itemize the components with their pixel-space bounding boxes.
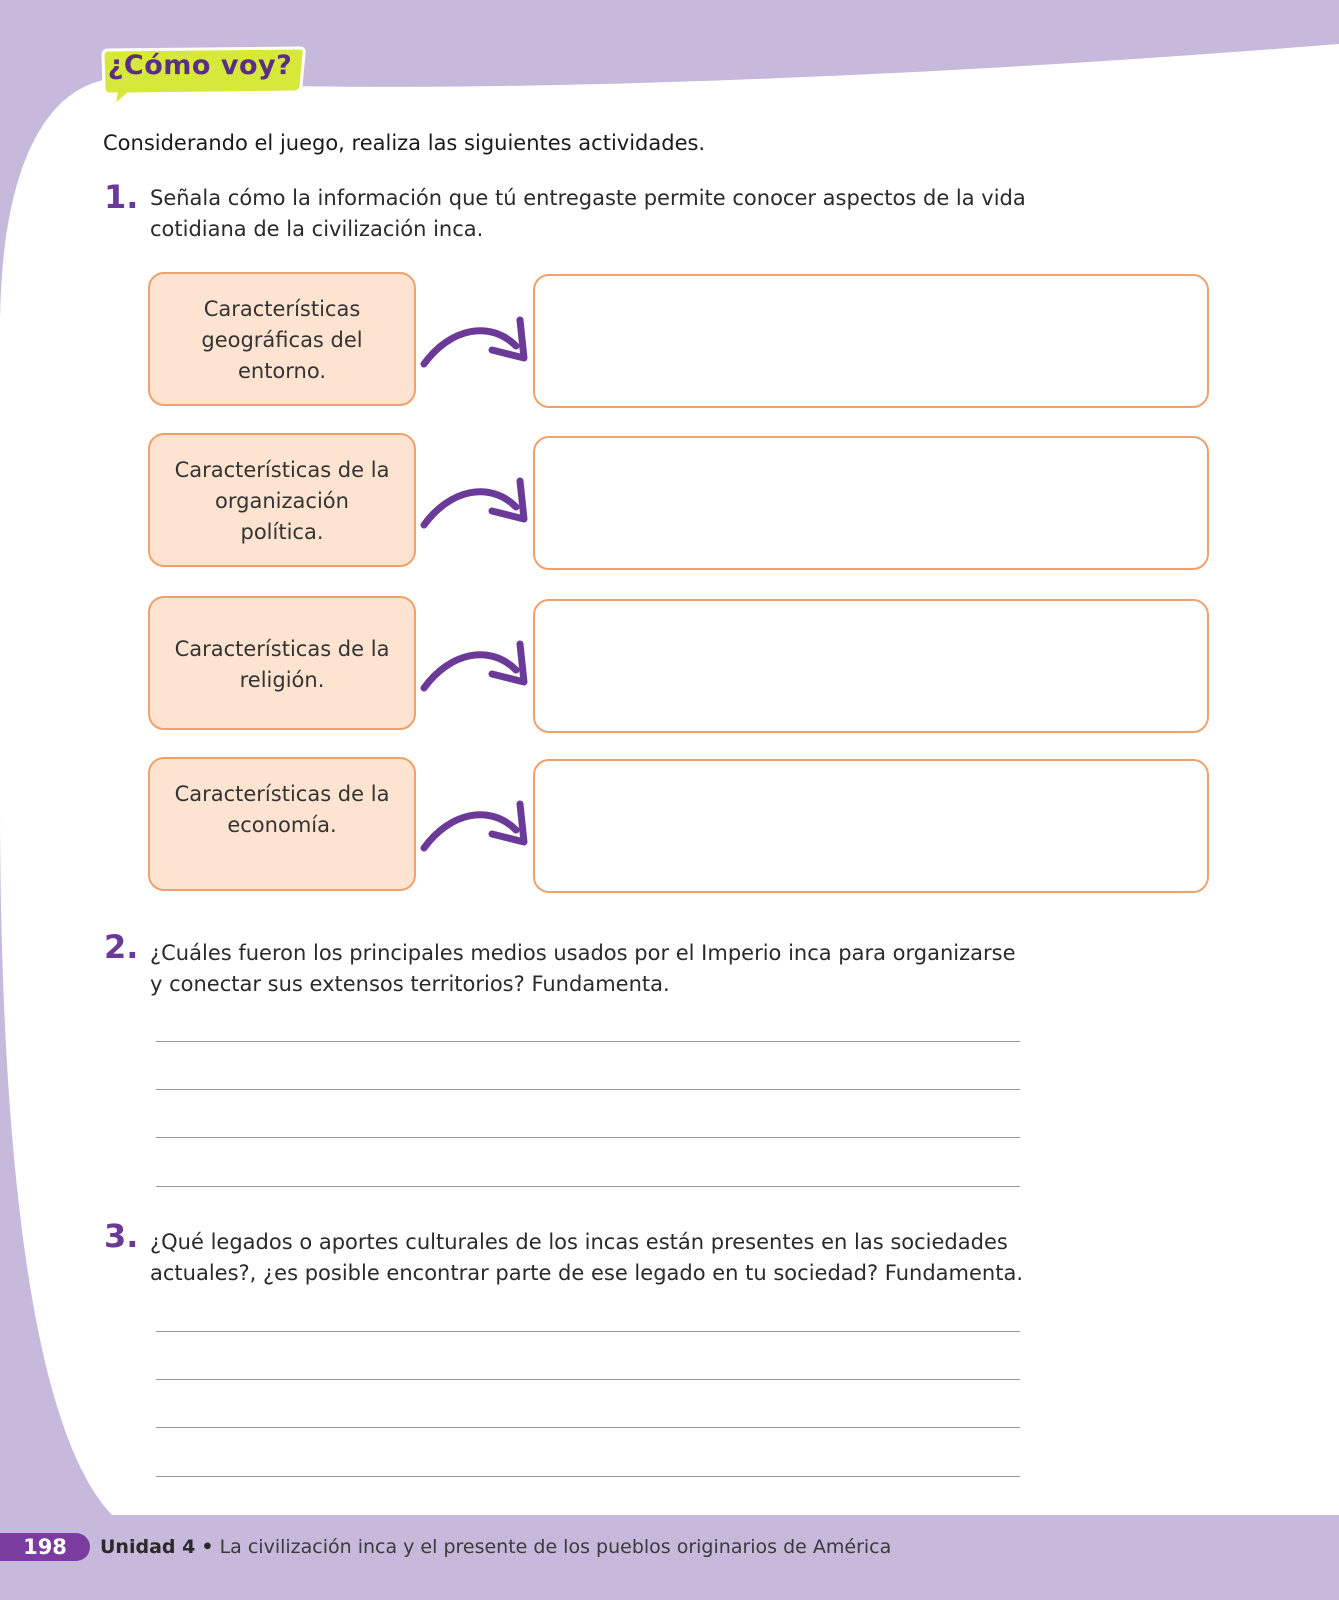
question-number-2: 2. [104, 928, 139, 966]
curved-arrow-icon [420, 312, 532, 382]
curved-arrow-icon [420, 636, 532, 706]
footer-unit: Unidad 4 [100, 1536, 196, 1558]
footer-caption [100, 1533, 891, 1561]
question-number-1: 1. [104, 178, 139, 216]
answer-line[interactable] [156, 1137, 1020, 1138]
instructions-text: Considerando el juego, realiza las siguientes actividades. [103, 131, 706, 155]
category-label: Características geográficas del entorno. [201, 297, 363, 383]
category-label: Características de la religión. [174, 637, 390, 692]
category-label: Características de la economía. [174, 782, 390, 837]
answer-line[interactable] [156, 1331, 1020, 1332]
section-badge [100, 44, 308, 104]
category-box-geography [148, 272, 416, 406]
answer-box-geography[interactable] [533, 274, 1209, 408]
footer-separator: • [201, 1536, 214, 1558]
badge-title: ¿Cómo voy? [107, 50, 293, 81]
question-text-3: ¿Qué legados o aportes culturales de los incas están presentes en las sociedades actuales?, ¿es posible encontrar parte de ese legado en tu sociedad? Fundamenta. [150, 1230, 1024, 1285]
answer-line[interactable] [156, 1476, 1020, 1477]
curved-arrow-icon [420, 473, 532, 543]
question-text-1: Señala cómo la información que tú entregaste permite conocer aspectos de la vida cotidiana de la civilización inca. [150, 186, 1026, 241]
category-box-politics [148, 433, 416, 567]
category-box-economy [148, 757, 416, 891]
question-number-3: 3. [104, 1217, 139, 1255]
answer-box-religion[interactable] [533, 599, 1209, 733]
category-box-religion [148, 596, 416, 730]
page-number: 198 [0, 1533, 90, 1561]
curved-arrow-icon [420, 796, 532, 866]
answer-line[interactable] [156, 1186, 1020, 1187]
answer-line[interactable] [156, 1089, 1020, 1090]
question-text-2: ¿Cuáles fueron los principales medios usados por el Imperio inca para organizarse y conectar sus extensos territorios? Fundamenta. [150, 941, 1016, 996]
answer-line[interactable] [156, 1041, 1020, 1042]
answer-line[interactable] [156, 1379, 1020, 1380]
answer-box-politics[interactable] [533, 436, 1209, 570]
answer-line[interactable] [156, 1427, 1020, 1428]
answer-box-economy[interactable] [533, 759, 1209, 893]
category-label: Características de la organización política. [174, 458, 390, 544]
footer-subtitle: La civilización inca y el presente de los pueblos originarios de América [219, 1536, 892, 1558]
